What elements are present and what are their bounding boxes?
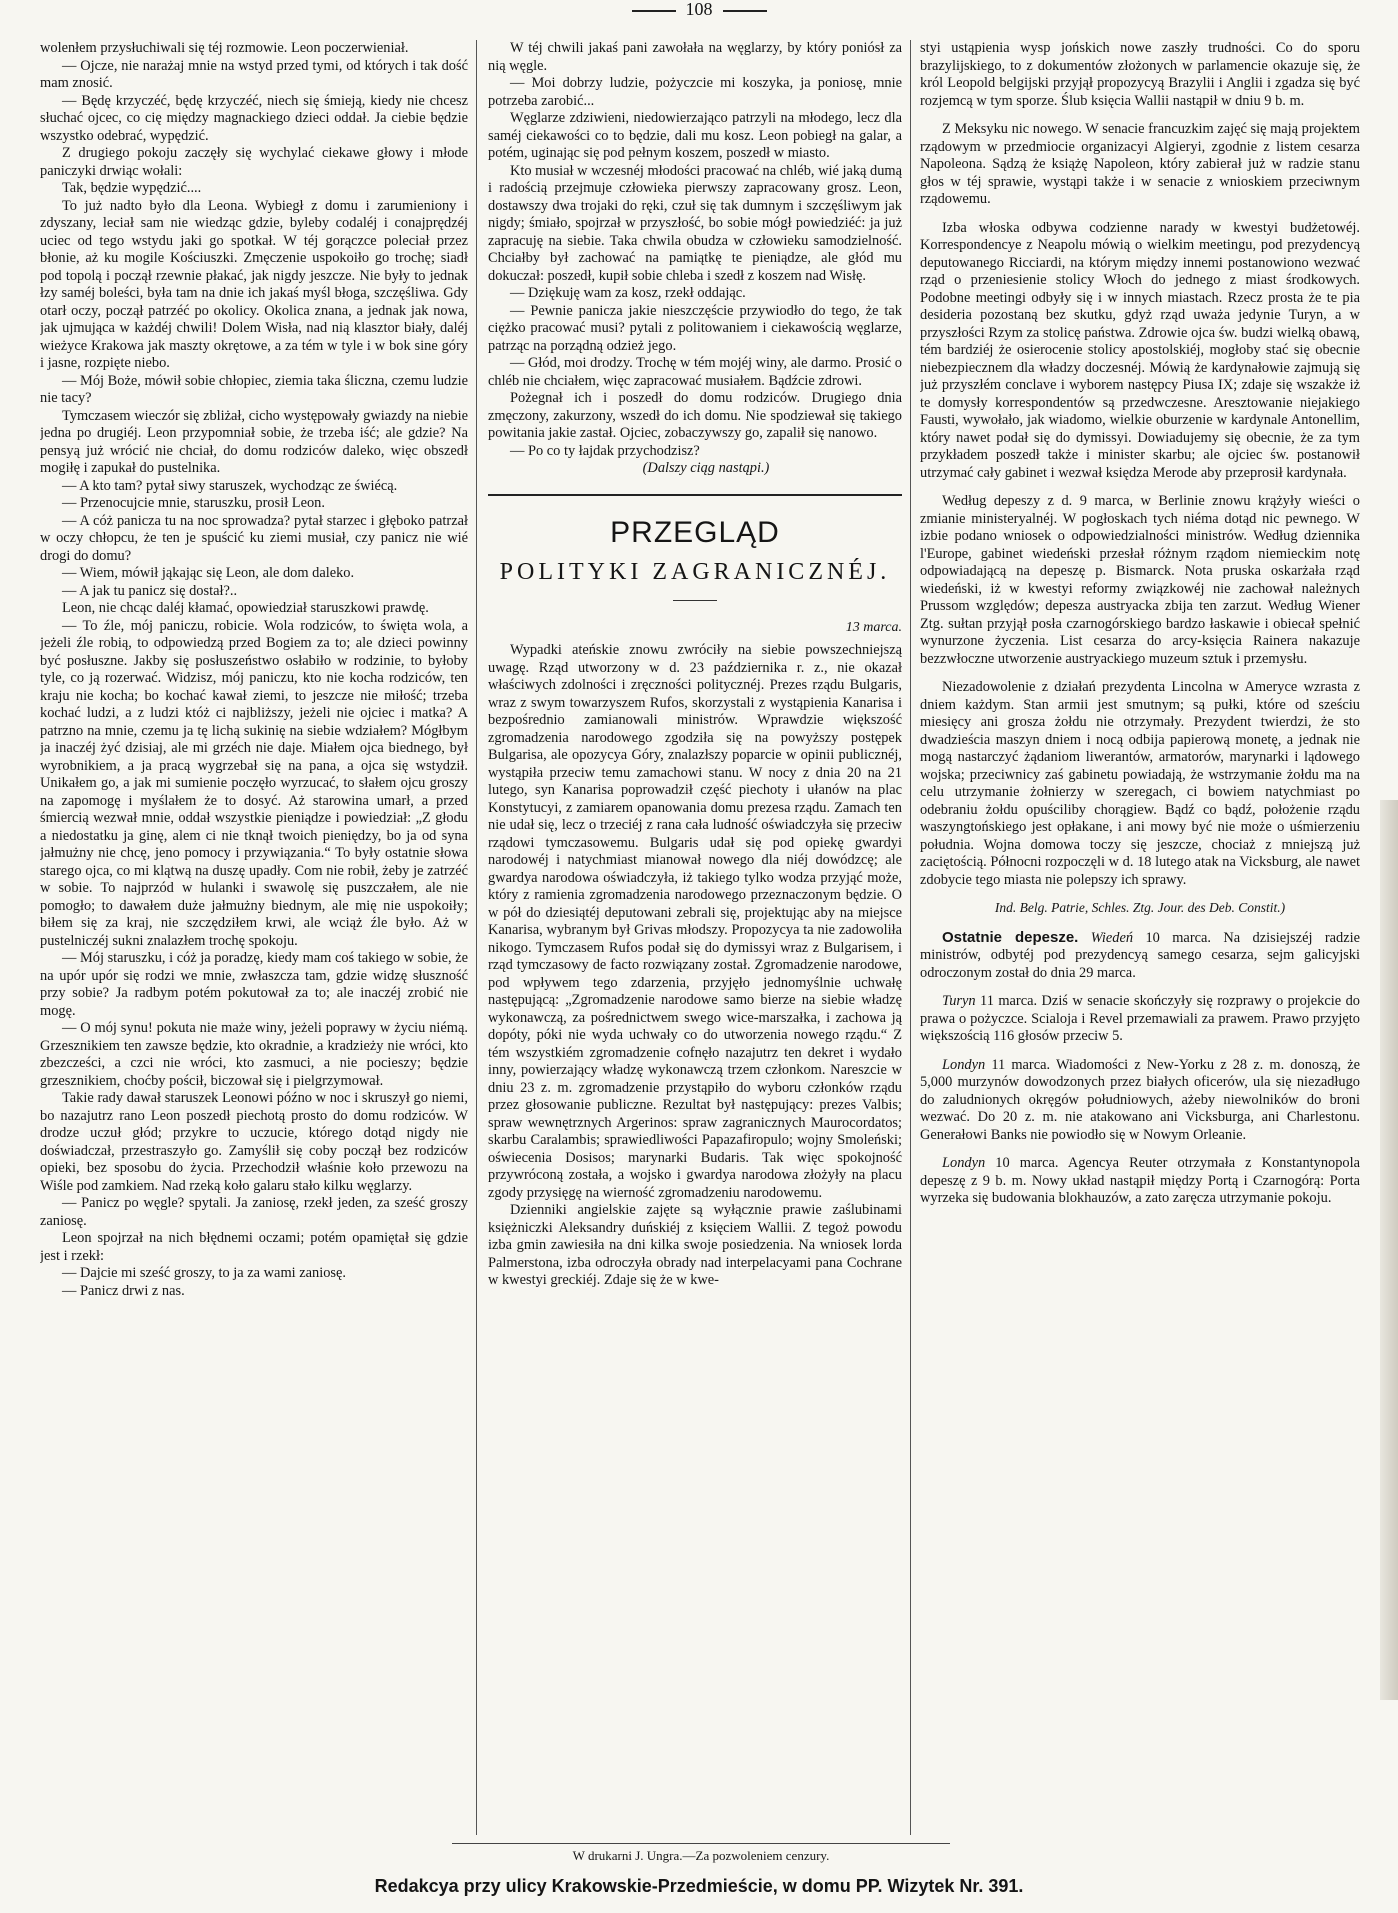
story-paragraph: W téj chwili jakaś pani zawołała na węglarzy, by który poniósł za nią węgle. (488, 40, 902, 74)
dispatch-text: 11 marca. Dziś w senacie skończyły się rozprawy o projekcie do prawa o pożyczce. Scialoja i Revel przemawiali za prawem. Prawo przyjęto większością 116 głosów przeciw 5. (920, 993, 1360, 1044)
story-paragraph: — A jak tu panicz się dostał?.. (62, 582, 238, 599)
dispatch-paragraph (920, 1155, 1360, 1208)
story-paragraph: — Dajcie mi sześć groszy, to ja za wami zaniosę. (62, 1265, 346, 1281)
story-paragraph: Z drugiego pokoju zaczęły się wychylać ciekawe głowy i młode paniczyki drwiąc wołali: (40, 145, 468, 179)
dispatch-place: Londyn (942, 1155, 986, 1171)
story-paragraph: To już nadto było dla Leona. Wybiegł z domu i zarumieniony i zdyszany, leciał sam nie wiedząc gdzie, byleby codaléj i conajprędzéj uciec od tego wstydu jaki go spotkał. W téj gorączce poleciał przez błonie, aż ku mogile Kościuszki. Zmęczenie uspokoiło go trochę; siadł pod topolą i począł rzewnie płakać, jak nigdy jeszcze. Nie były to jednak łzy saméj boleści, była tam na dnie ich jakaś myśl błoga, szczęśliwa. Gdy otarł oczy, począł patrzéć po okolicy. Okolica znana, a jednak jak nowa, jak ujmująca w każdéj chwili! Dolem Wisła, nad nią klasztor biały, daléj wieżyce Krakowa jak maszty okrętowe, a za tém w tyle i w bok sine góry i jasne, rozpięte niebo. (40, 197, 468, 371)
story-paragraph: — A cóż panicza tu na noc sprowadza? pytał starzec i głęboko patrzał w oczy chłopcu, że ten je spuścić ku ziemi musiał, czy panicz nie wié drogi do domu? (40, 512, 468, 564)
section-heading: PRZEGLĄD (610, 515, 780, 549)
printer-imprint: W drukarni J. Ungra.—Za pozwoleniem cenzury. (572, 1848, 830, 1863)
column-divider (910, 40, 911, 1835)
page-edge-shadow (1380, 800, 1398, 1700)
story-paragraph: — Pewnie panicza jakie nieszczęście przywiodło do tego, że tak ciężko pracować musi? pytali z politowaniem i ciekawością węglarze, patrząc na porządną odzież jego. (488, 302, 902, 354)
story-paragraph: Leon, nie chcąc daléj kłamać, opowiedział staruszkowi prawdę. (62, 600, 429, 616)
story-paragraph: wolenłem przysłuchiwali się téj rozmowie. Leon poczerwieniał. (40, 40, 409, 56)
story-paragraph: — Wiem, mówił jąkając się Leon, ale dom daleko. (62, 565, 355, 581)
column-left-story (40, 40, 468, 1830)
short-rule (673, 600, 717, 601)
review-paragraph: Niezadowolenie z działań prezydenta Lincolna w Ameryce wzrasta z dniem każdym. Stan armii jest smutnym; są pułki, które od sześciu miesięcy ani grosza żołdu nie otrzymały. Prezydent twierdzi, że sto dwadzieścia maszyn dniem i nocą odbija papierową monetę, a jednak nie mogą nastarczyć żądaniom liwerantów, armatorów, marynarki i lądowego wojska; przeciwnicy zaś gabinetu powiadają, że wstrzymanie żołdu ma na celu utrzymanie żołnierzy w szeregach, ci bowiem natychmiast po odebraniu żołdu opuściliby chorągiew. Bądź co bądź, położenie rządu waszyngtońskiego jest opłakane, i ani mowy być nie może o uśmierzeniu południa. Wojna domowa toczy się jeszcze, chociaż z mniejszą już zaciętością. Północni rozpoczęli w d. 18 lutego atak na Vicksburg, ale nawet zdobycie tego miasta nie polepszy ich sprawy. (920, 679, 1360, 888)
dispatch-paragraph (920, 1057, 1360, 1145)
editorial-address: Redakcya przy ulicy Krakowskie-Przedmieście, w domu PP. Wizytek Nr. 391. (374, 1876, 1024, 1896)
story-paragraph: — Ojcze, nie narażaj mnie na wstyd przed tymi, od których i tak dość mam znosić. (40, 57, 468, 91)
story-paragraph: Węglarze zdziwieni, niedowierzająco patrzyli na młodego, lecz dla saméj ciekawości co to będzie, dali mu kosz. Leon pobiegł na galar, a potém, uginając się pod pełnym koszem, poszedł w miasto. (488, 110, 902, 161)
story-paragraph: — Moi dobrzy ludzie, pożyczcie mi koszyka, ja poniosę, mnie potrzeba zarobić... (488, 75, 902, 109)
dateline: 13 marca. (845, 619, 902, 635)
story-paragraph: Tymczasem wieczór się zbliżał, cicho występowały gwiazdy na niebie jedna po drugiéj. Leon przypomniał sobie, że trzeba iść; ale gdzie? Na pensyą już wrócić nie chciał, do domu rodziców daleko, więc obszedł mogiłę i zapukał do pustelnika. (40, 407, 468, 476)
story-paragraph: Takie rady dawał staruszek Leonowi późno w noc i skruszył go niemi, bo nazajutrz rano Leon poszedł piechotą prosto do domu rodziców. W drodze uczuł głód; przykre to uczucie, którego dotąd nigdy nie doświadczał, przestraszyło go. Zamyślił się coby począł bez rodziców opieki, bez sposobu do życia. Przechodził właśnie koło przewozu na Wiśle pod zamkiem. Nad rzeką koło galaru stało kilku węglarzy. (40, 1090, 468, 1194)
story-paragraph: — Mój Boże, mówił sobie chłopiec, ziemia taka śliczna, czemu ludzie nie tacy? (40, 372, 468, 406)
column-right (920, 40, 1360, 1830)
dispatch-text: 10 marca. Agencya Reuter otrzymała z Konstantynopola depeszę z 9 b. m. Nowy układ nastąpił między Portą i Czarnogórą: Porta wyrzeka się budowania blokhauzów, a zato zaręcza utrzymanie pokoju. (920, 1155, 1360, 1206)
review-paragraph: Według depeszy z d. 9 marca, w Berlinie znowu krążyły wieści o zmianie ministeryalnéj. W pogłoskach tych niéma dotąd nic pewnego. W izbie podano wniosek o odpowiedzialności ministrów. Według dziennika l'Europe, gabinet wiedeński przesłał różnym rządom niemieckim notę odpowiadającą na depeszę p. Bismarck. Nota pruska oskarżała rząd wiedeński, iż w kwestyi reformy związkowéj nie zachował należnych Prussom względów; depesza austryacka zbija ten zarzut. Według Wiener Ztg. sułtan przyjął posła czarnogórskiego bardzo łaskawie i obiecał spełnić wynurzone życzenia. List cesarza do arcy-księcia Rainera nakazuje bezzwłoczne utworzenie austryackiego muzeum sztuk i przemysłu. (920, 493, 1360, 667)
dispatch-text: 11 marca. Wiadomości z New-Yorku z 28 z. m. donoszą, że 5,000 murzynów dowodzonych przez białych oficerów, ula się niezadługo do zaludnionych okręgów południowych, ażeby niewolników do broni wezwać. Do 20 z. m. nie atakowano ani Vicksburga, ani Charlestonu. Generałowi Banks nie powiodło się w Nowym Orleanie. (920, 1056, 1360, 1143)
story-paragraph: — Mój staruszku, i cóż ja poradzę, kiedy mam coś takiego w sobie, że na upór upór się rodzi we mnie, zwłaszcza tam, gdzie widzę słuszność przy sobie? Ja radbym potém pokutował za to; ale inaczéj zrobić nie mogę. (40, 950, 468, 1019)
dispatch-paragraph (920, 993, 1360, 1046)
footer-rule (452, 1843, 950, 1844)
review-paragraph: Wypadki ateńskie znowu zwróciły na siebie powszechniejszą uwagę. Rząd utworzony w d. 23 października r. z., nie okazał właściwych zdolności i zręczności politycznéj. Prezes rządu Bulgaris, wraz z swym towarzyszem Rufos, skorzystali z wystąpienia Kanarisa i bezpośrednio zamianowali ministrów. Wprawdzie większość zgromadzenia narodowego zgodziła się na powyższy postępek Bulgarisa, ale opozycya Góry, znalazłszy poparcie w opinii publicznéj, wystąpiła przeciw temu zamachowi stanu. W nocy z dnia 20 na 21 lutego, syn Kanarisa poprowadził część piechoty i ułanów na plac Konstytucyi, z zamiarem opanowania domu prezesa rządu. Zamach ten nie udał się, lecz o trzeciéj z rana cała ludność oświadczyła się przeciw rządowi tymczasowemu. Bulgaris udał się pod opiekę gwardyi narodowéj i natychmiast mianował nowego dla niéj dowódzcę; ale gwardya narodowa oświadczyła, iż takiego tylko wodza przyjąć może, który z ramienia zgromadzenia narodowego przeznaczonym będzie. O w pół do dziesiątéj deputowani zebrali się, projektując aby na miejsce Kanarisa, wybranym był Grivas młodszy. Propozycya ta nie zadowoliła nikogo. Tymczasem Rufos podał się do dymissyi wraz z Bulgarisem, i rząd tymczasowy de facto rozwiązany został. Zgromadzenie narodowe, pod wpływem tego zdarzenia, przyjęło jednomyślnie uchwałę następującą: „Zgromadzenie narodowe samo bierze na siebie władzę wykonawczą, za pośrednictwem swego wice-marszałka, i zachowa ją dopóty, póki nie wyda uchwały co do utworzenia nowego rządu.“ Z tém wszystkiém zgromadzenie cofnęło nazajutrz ten dekret i wydało inny, powierzający władzę wykonawczą trzem członkom. Nareszcie w dniu 23 z. m. zgromadzenie przystąpiło do wyboru członków rządu przez głosowanie publiczne. Rezultat był następujący: prezes Valbis; spraw wewnętrznych Argerinos: spraw zagranicznych Maurocordatos; skarbu Caralambis; sprawiedliwości Papazafiropulo; wojny Smoleński; oświecenia Dosisos; marynarki Budaris. Tak więc spokojność przywróconą została, a wojsko i gwardya narodowa złożyły na placu zgody przysięgę na wierność zgromadzeniu narodowemu. (488, 642, 902, 1201)
dispatch-place: Wiedeń (1090, 929, 1134, 946)
story-paragraph: Pożegnał ich i poszedł do domu rodziców. Drugiego dnia zmęczony, zakurzony, wszedł do ich domu. Nie spodziewał się takiego powitania jakie zastał. Ojciec, zobaczywszy go, zapalił się nanowo. (488, 390, 902, 441)
story-paragraph: Kto musiał w wczesnéj młodości pracować na chléb, wié jaką dumą i radością przejmuje człowieka pierwszy zapracowany grosz. Leon, dostawszy dwa trojaki do ręki, czuł się tak dumnym i szczęśliwym jak nigdy; śmiało, spojrzał w przyszłość, bo sobie mógł powiedziéć: ja już zapracuję na siebie. Taka chwila obudza w człowieku samodzielność. Chciałby był zachować na pamiątkę te pieniądze, ale głód mu dokuczał: poszedł, kupił sobie chleba i szedł z koszem nad Wisłę. (488, 162, 902, 284)
dispatch-paragraph (920, 929, 1360, 983)
story-paragraph: — Będę krzyczéć, będę krzyczéć, niech się śmieją, kiedy nie chcesz słuchać ojcec, co cię między magnackiego dzieci oddał. Ja ciebie będzie wszystko odebrać, wypędzić. (40, 92, 468, 144)
story-paragraph: — Panicz po węgle? spytali. Ja zaniosę, rzekł jeden, za sześć groszy zaniosę. (40, 1195, 468, 1229)
story-paragraph: — To źle, mój paniczu, robicie. Wola rodziców, to święta wola, a jeżeli źle robią, to odpowiedzą przed Bogiem za to; ale dzieci powinny być posłuszne. Jakby się posłuszeństwo osłabiło w rodzinie, to byłoby tyle, co ją rozerwać. Widzisz, mój paniczu, kto nie kocha rodziców, ten kraju nie kocha; bo kochać kawał ziemi, to jeszcze nie miłość; trzeba kochać ludzi, a z ludzi któż ci najbliższy, jeżeli nie ojciec i matka? A patrzno na mnie, czemu ja tę lichą sukinię na siebie wdziałem? Mógłbym ja inaczéj żyć dzisiaj, ale mi grzéch nie daje. Miałem ojca biednego, był wyrobnikiem, a ja pracą wygrzebał się na pana, a ojca się wstydził. Unikałem go, a jak mi sumienie poczęło wyrzucać, to słałem ojcu groszy na zapomogę i myślałem że to dosyć. Aż starowina umarł, a przed śmiercią wezwał mnie, oddał wszystkie pieniądze i powiedział: „Z głodu a niedostatku ja ginę, alem ci nie tknął twoich pieniędzy, bo ja od syna jałmużny nie chcę, jeno pomocy i przywiązania.“ To były ostatnie słowa starego ojca, co mi klątwą na duszę upadły. Com nie robił, żeby je zatrzéć w sobie. To najprzód w hulanki i swawolę się puszczałem, ale nie pomogło; to dawałem duże jałmużny biednym, ale mię nie uspokoiły; biłem się za kraj, nie szczędziłem krwi, ale wciąż źle było. Aż w pustelniczéj sukni znalazłem trochę spokoju. (40, 617, 468, 949)
dispatch-title: Ostatnie depesze. (942, 928, 1079, 946)
dispatch-text: 10 marca. Na dzisiejszéj radzie ministrów, odbytéj pod prezydencyą samego cesarza, sejm galicyjski odroczonym został do dnia 29 marca. (920, 929, 1360, 981)
review-paragraph: Dzienniki angielskie zajęte są wyłącznie prawie zaślubinami księżniczki Aleksandry duńskiéj z księciem Wallii. Z tegoż powodu izba gmin zawiesiła na dni kilka swoje posiedzenia. Na wniosek lorda Palmerstona, izba odroczyła obrady nad interpelacyami pana Cochrane w kwestyi greckiéj. Zdaje się że w kwe- (488, 1202, 902, 1288)
dispatch-place: Londyn (942, 1056, 986, 1073)
dispatch-place: Turyn (942, 993, 976, 1009)
sources-line: Ind. Belg. Patrie, Schles. Ztg. Jour. des Deb. Constit.) (994, 900, 1286, 915)
story-paragraph: — Głód, moi drodzy. Trochę w tém mojéj winy, ale darmo. Prosić o chléb nie chciałem, więc zapracować musiałem. Bądźcie zdrowi. (488, 355, 902, 389)
story-paragraph: — Po co ty łajdak przychodzisz? (510, 442, 700, 459)
story-paragraph: Tak, będzie wypędzić.... (62, 180, 202, 196)
section-subheading: POLITYKI ZAGRANICZNÉJ. (499, 558, 891, 585)
story-paragraph: — Dziękuję wam za kosz, rzekł oddając. (510, 285, 746, 301)
column-middle (488, 40, 902, 1830)
review-paragraph: styi ustąpienia wysp jońskich nowe zaszły trudności. Co do sporu brazylijskiego, to z dokumentów złożonych w parlamencie okazuje się, że król Leopold belgijski przyjął propozycyą Brazylii i Anglii i zgadza się być rozjemcą w tym sporze. Ślub księcia Wallii nastąpił w dniu 9 b. m. (920, 40, 1360, 109)
page-number: 108 (0, 0, 1398, 18)
story-paragraph: — Przenocujcie mnie, staruszku, prosił Leon. (62, 495, 325, 511)
column-divider (476, 40, 477, 1835)
story-paragraph: — O mój synu! pokuta nie maże winy, jeżeli poprawy w życiu niémą. Grzesznikiem ten zawsze będzie, kto okradnie, a kradzieży nie wróci, kto zbezcześci, a czci nie wróci, kto zasmuci, a nie pocieszy; będzie grzesznikiem, choćby pościł, biczował się i pielgrzymował. (40, 1020, 468, 1089)
page-number-rule-left (632, 10, 676, 12)
review-paragraph: Z Meksyku nic nowego. W senacie francuzkim zajęć się mają projektem rządowym w przedmiocie organizacyi Algieryi, zgodnie z listem cesarza Napoleona. Sądzą że książę Napoleon, który zabierał już w radzie stanu głos w téj sprawie, wystąpi także i w senacie z wnioskiem przeciwnym rządowemu. (920, 121, 1360, 207)
page-number-rule-right (723, 10, 767, 12)
section-separator (488, 494, 902, 496)
continued-note: (Dalszy ciąg nastąpi.) (642, 460, 770, 476)
review-paragraph: Izba włoska odbywa codzienne narady w kwestyi budżetowéj. Korrespondencye z Neapolu mówią o wielkim meetingu, pod prezydencyą deputowanego Ricciardi, na którym między innemi postanowiono wezwać rząd o przeniesienie stolicy Włoch do jednego z miast środkowych. Podobne meetingi odbyły się i w innych miastach. Rzecz prosta że te pia desideria pozostaną bez skutku, gdyż rząd uważa jedynie Turyn, a w przyszłości Rzym za stolicę państwa. Zdrowie ojca św. budzi wielką obawą, tém bardziéj że osierocenie stolicy apostolskiéj, mogłoby stać się obecnie niebezpiecznem dla władzy doczesnéj. Mówią że kardynałowie zajmują się już przyszłém conclave i wyborem następcy Piusa IX; zdaje się wszakże iż te domysły korrespondentów są przedwczesne. Aresztowanie niejakiego Fausti, wywołało, jak wiadomo, wielkie oburzenie w kardynale Antonellim, który nawet podał się do dymissyi. Dowiadujemy się obecnie, że za tym przykładem poszedł także i minister skarbu; ale ojciec św. postanowił utrzymać cały gabinet i wezwał księdza Merode aby przeprosił kardynała. (920, 219, 1360, 481)
story-paragraph: Leon spojrzał na nich błędnemi oczami; potém opamiętał się gdzie jest i rzekł: (40, 1230, 468, 1264)
story-paragraph: — Panicz drwi z nas. (62, 1282, 185, 1299)
story-paragraph: — A kto tam? pytał siwy staruszek, wychodząc ze świécą. (62, 477, 398, 494)
